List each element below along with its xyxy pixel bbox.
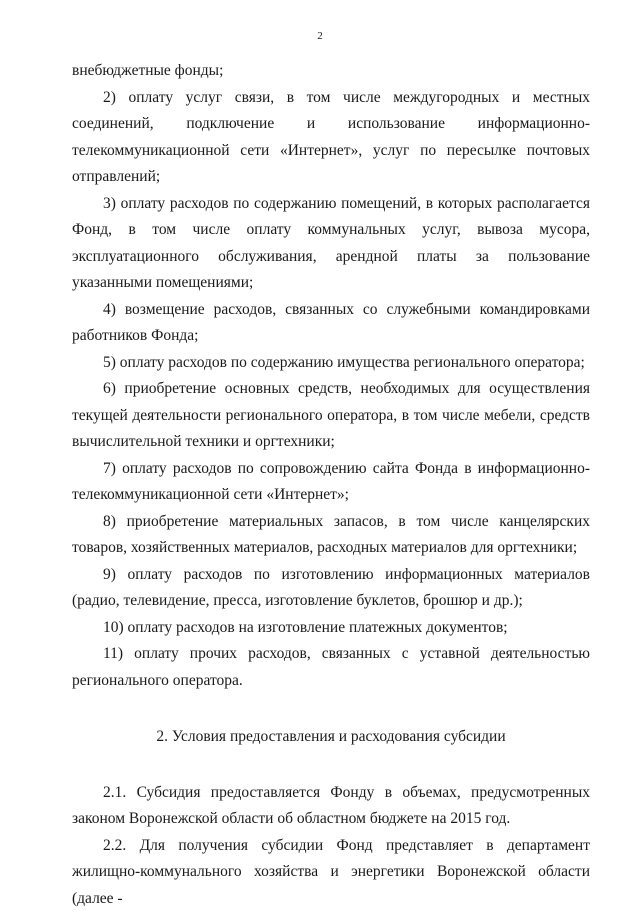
- section-heading: 2. Условия предоставления и расходования субсидии: [72, 724, 590, 751]
- list-item-10: 10) оплату расходов на изготовление платежных документов;: [72, 615, 590, 642]
- list-item-3: 3) оплату расходов по содержанию помещений, в которых располагается Фонд, в том числе оплату коммунальных услуг, вывоза мусора, эксплуатационного обслуживания, арендной платы за пользование указанными помещениями;: [72, 191, 590, 297]
- paragraph-continuation: внебюджетные фонды;: [72, 58, 590, 85]
- list-item-4: 4) возмещение расходов, связанных со служебными командировками работников Фонда;: [72, 297, 590, 350]
- list-item-9: 9) оплату расходов по изготовлению информационных материалов (радио, телевидение, пресса, изготовление буклетов, брошюр и др.);: [72, 562, 590, 615]
- list-item-8: 8) приобретение материальных запасов, в том числе канцелярских товаров, хозяйственных материалов, расходных материалов для оргтехники;: [72, 509, 590, 562]
- list-item-11: 11) оплату прочих расходов, связанных с уставной деятельностью регионального оператора.: [72, 641, 590, 694]
- document-body: [72, 58, 590, 912]
- clause-2-2: 2.2. Для получения субсидии Фонд представляет в департамент жилищно-коммунального хозяйства и энергетики Воронежской области (далее -: [72, 833, 590, 912]
- clause-2-1: 2.1. Субсидия предоставляется Фонду в объемах, предусмотренных законом Воронежской области об областном бюджете на 2015 год.: [72, 780, 590, 833]
- list-item-6: 6) приобретение основных средств, необходимых для осуществления текущей деятельности регионального оператора, в том числе мебели, средств вычислительной техники и оргтехники;: [72, 376, 590, 456]
- list-item-2: 2) оплату услуг связи, в том числе междугородных и местных соединений, подключение и использование информационно-телекоммуникационной сети «Интернет», услуг по пересылке почтовых отправлений;: [72, 85, 590, 191]
- page-number: 2: [0, 30, 640, 42]
- list-item-7: 7) оплату расходов по сопровождению сайта Фонда в информационно-телекоммуникационной сети «Интернет»;: [72, 456, 590, 509]
- list-item-5: 5) оплату расходов по содержанию имущества регионального оператора;: [72, 350, 590, 377]
